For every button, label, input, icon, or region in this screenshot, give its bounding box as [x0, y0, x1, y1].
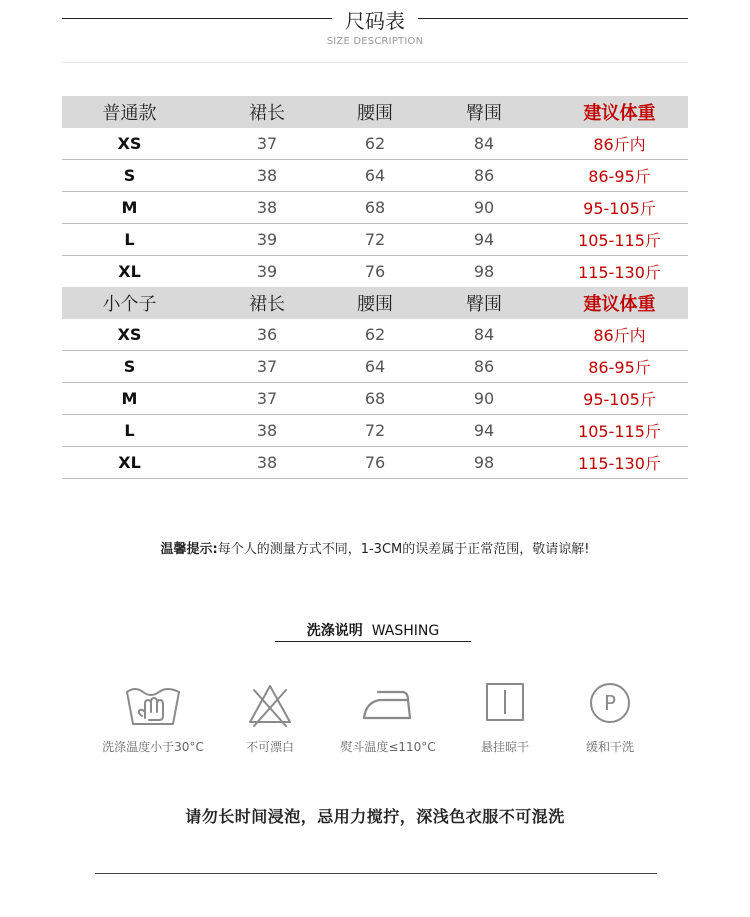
waist-cell: 64: [364, 357, 386, 376]
header-cell-waist: 腰围: [357, 103, 393, 124]
waist-cell: 76: [364, 262, 386, 281]
hip-cell: 86: [473, 166, 495, 185]
washing-title-cn: 洗涤说明: [306, 623, 363, 639]
table-header-row: [62, 287, 688, 319]
length-cell: 37: [256, 134, 278, 153]
table-row: [62, 415, 688, 447]
size-table-regular: [62, 96, 688, 288]
iron-label: 熨斗温度≤110°C: [340, 740, 436, 754]
hip-cell: 84: [473, 134, 495, 153]
header-cell-type: 普通款: [102, 103, 157, 124]
length-cell: 38: [256, 421, 278, 440]
size-cell: S: [123, 166, 136, 185]
weight-cell: 105-115斤: [578, 231, 661, 250]
size-cell: M: [121, 389, 138, 408]
weight-cell: 86斤内: [593, 326, 646, 345]
table-row: [62, 224, 688, 256]
hip-cell: 90: [473, 389, 495, 408]
hip-cell: 98: [473, 262, 495, 281]
size-cell: M: [121, 198, 138, 217]
no-bleach-label: 不可漂白: [245, 740, 294, 754]
header-line-right: [418, 18, 688, 19]
dry-clean-label: 缓和干洗: [585, 740, 634, 754]
size-cell: XS: [117, 134, 142, 153]
weight-cell: 86-95斤: [588, 358, 651, 377]
svg-text:P: P: [603, 691, 617, 715]
hip-cell: 94: [473, 421, 495, 440]
hand-wash-icon: [123, 678, 183, 732]
waist-cell: 72: [364, 230, 386, 249]
size-cell: L: [124, 421, 135, 440]
size-table-petite: [62, 287, 688, 479]
weight-cell: 105-115斤: [578, 422, 661, 441]
size-cell: L: [124, 230, 135, 249]
tip-label: 温馨提示:: [160, 542, 218, 557]
waist-cell: 68: [364, 389, 386, 408]
page-title: 尺码表: [345, 9, 405, 33]
table-row: [62, 192, 688, 224]
header-cell-weight: 建议体重: [583, 294, 656, 315]
length-cell: 36: [256, 325, 278, 344]
header-line-left: [62, 18, 332, 19]
header-cell-type: 小个子: [102, 294, 157, 315]
length-cell: 37: [256, 389, 278, 408]
header-divider: [62, 62, 688, 63]
length-cell: 38: [256, 198, 278, 217]
size-cell: S: [123, 357, 136, 376]
length-cell: 37: [256, 357, 278, 376]
table-row: [62, 160, 688, 192]
header-cell-hip: 臀围: [466, 103, 502, 124]
hip-cell: 84: [473, 325, 495, 344]
table-row: [62, 319, 688, 351]
washing-title: [275, 620, 471, 640]
header-cell-waist: 腰围: [357, 294, 393, 315]
footer-divider: [95, 873, 657, 874]
no-bleach-icon: [240, 678, 300, 732]
table-row: [62, 128, 688, 160]
length-cell: 39: [256, 262, 278, 281]
header-cell-hip: 臀围: [466, 294, 502, 315]
waist-cell: 72: [364, 421, 386, 440]
hang-dry-icon: [475, 678, 535, 732]
length-cell: 39: [256, 230, 278, 249]
header-cell-length: 裙长: [249, 103, 285, 124]
washing-title-en: WASHING: [371, 623, 440, 639]
table-row: [62, 383, 688, 415]
tip-text: 每个人的测量方式不同，1-3CM的误差属于正常范围，敬请谅解!: [217, 542, 590, 557]
waist-cell: 62: [364, 134, 386, 153]
length-cell: 38: [256, 166, 278, 185]
waist-cell: 76: [364, 453, 386, 472]
header-cell-length: 裙长: [249, 294, 285, 315]
waist-cell: 62: [364, 325, 386, 344]
weight-cell: 86-95斤: [588, 167, 651, 186]
weight-cell: 86斤内: [593, 135, 646, 154]
size-cell: XS: [117, 325, 142, 344]
hip-cell: 94: [473, 230, 495, 249]
hand-wash-label: 洗涤温度小于30°C: [102, 740, 204, 754]
table-header-row: [62, 96, 688, 128]
weight-cell: 115-130斤: [578, 454, 661, 473]
table-row: [62, 256, 688, 288]
waist-cell: 68: [364, 198, 386, 217]
iron-icon: [358, 678, 418, 732]
page-subtitle: SIZE DESCRIPTION: [326, 36, 424, 47]
hip-cell: 98: [473, 453, 495, 472]
table-row: [62, 447, 688, 479]
care-note: 请勿长时间浸泡，忌用力搅拧，深浅色衣服不可混洗: [185, 807, 565, 826]
hip-cell: 90: [473, 198, 495, 217]
hip-cell: 86: [473, 357, 495, 376]
size-cell: XL: [118, 262, 141, 281]
dry-clean-p-icon: [580, 678, 640, 732]
waist-cell: 64: [364, 166, 386, 185]
header-cell-weight: 建议体重: [583, 103, 656, 124]
size-cell: XL: [118, 453, 141, 472]
weight-cell: 95-105斤: [583, 199, 656, 218]
hang-dry-label: 悬挂晾干: [480, 740, 529, 754]
washing-title-underline: [275, 641, 471, 642]
length-cell: 38: [256, 453, 278, 472]
tip-note: [0, 538, 750, 557]
table-row: [62, 351, 688, 383]
weight-cell: 95-105斤: [583, 390, 656, 409]
weight-cell: 115-130斤: [578, 263, 661, 282]
